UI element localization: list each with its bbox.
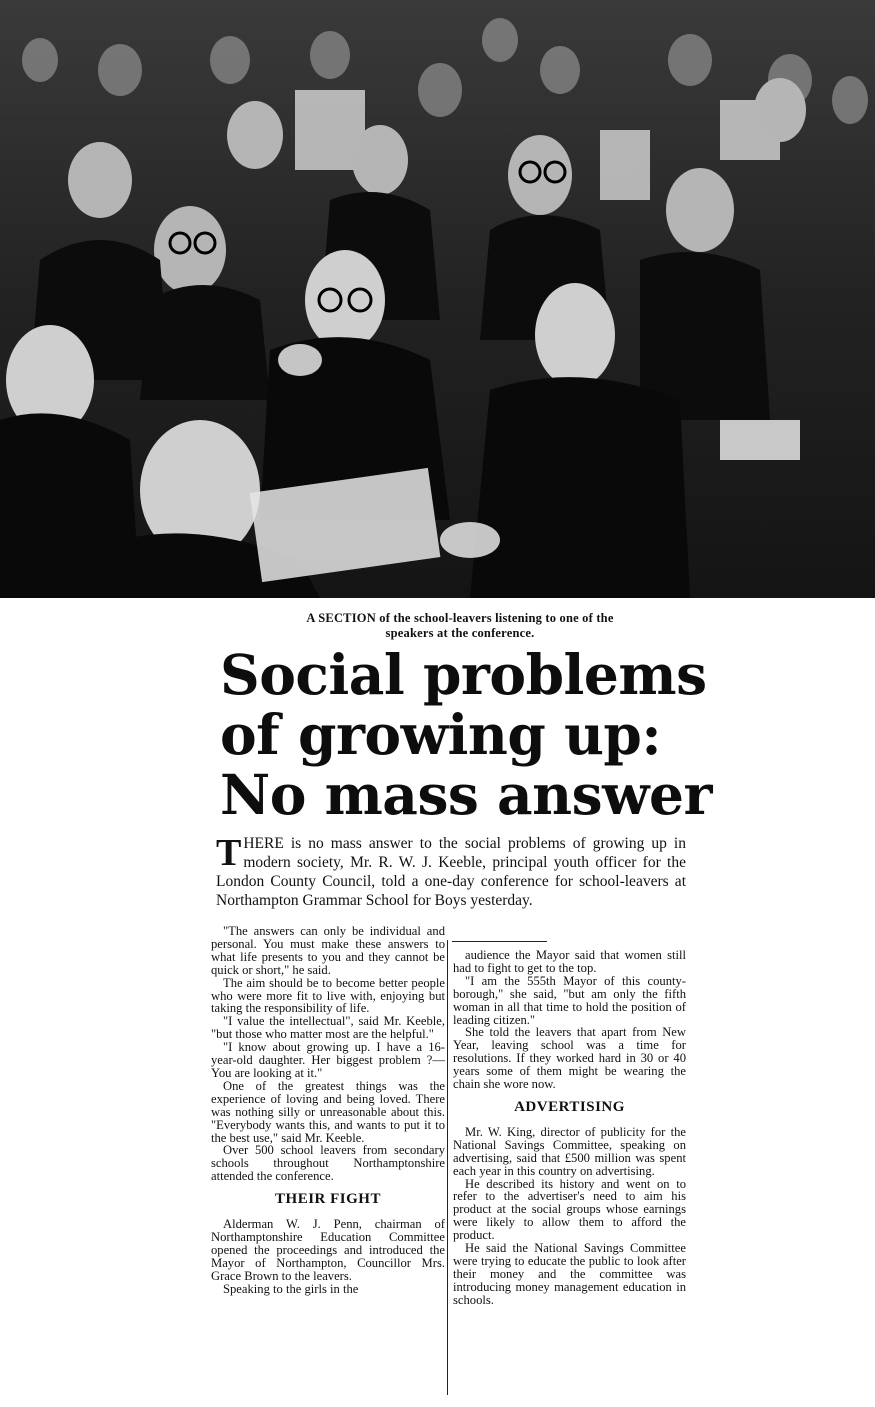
headline-line-1: Social problems [220, 642, 707, 707]
lead-paragraph [216, 834, 686, 910]
headline-line-3: No mass answer [220, 762, 712, 827]
caption-line-1: A SECTION of the school-leavers listening to one of the [306, 611, 614, 625]
paragraph: He described its history and went on to refer to the advertiser's need to aim his product at the social groups whose earnings were likely to allow them to afford the product. [453, 1176, 686, 1243]
paragraph: She told the leavers that apart from New Year, leaving school was a time for resolutions. If they worked hard in 30 or 40 years some of them might be wearing the chain she wore now. [453, 1025, 686, 1092]
subheading-advertising: ADVERTISING [514, 1098, 625, 1115]
paragraph: He said the National Savings Committee were trying to educate the public to look after their money and the committee was introducing money management education in schools. [453, 1241, 686, 1307]
paragraph: "I know about growing up. I have a 16-year-old daughter. Her biggest problem ?—You are looking at it." [211, 1040, 445, 1080]
photo-caption [200, 611, 720, 641]
right-column [453, 949, 686, 1307]
paragraph: Speaking to the girls in the [223, 1281, 359, 1296]
paragraph: Over 500 school leavers from secondary schools throughout Northamptonshire attended the conference. [211, 1143, 445, 1184]
column-divider [447, 940, 448, 1395]
drop-cap: T [216, 832, 242, 874]
paragraph: Alderman W. J. Penn, chairman of Northamptonshire Education Committee opened the proceedings and introduced the Mayor of Northampton, Councillor Mrs. Grace Brown to the leavers. [211, 1217, 445, 1283]
subheading-their-fight: THEIR FIGHT [275, 1191, 381, 1208]
left-column [211, 925, 445, 1295]
paragraph: Mr. W. King, director of publicity for the National Savings Committee, speaking on advertising, said that £500 million was spent each year in this country on advertising. [453, 1124, 686, 1178]
photo-of-seated-students-icon [0, 0, 875, 598]
paragraph: "I value the intellectual", said Mr. Keeble, "but those who matter most are the helpful." [211, 1014, 445, 1042]
paragraph: The aim should be to become better people who were more fit to live with, enjoying but taking the responsibility of life. [211, 975, 445, 1016]
lead-text: HERE is no mass answer to the social problems of growing up in modern society, Mr. R. W. J. Keeble, principal youth officer for the London County Council, told a one-day conference for school-leavers at Northampton Grammar School for Boys yesterday. [216, 835, 686, 909]
paragraph: "The answers can only be individual and personal. You must make these answers to what life presents to you and they cannot be quick or short," he said. [211, 924, 445, 977]
column-top-rule [452, 941, 547, 942]
paragraph: One of the greatest things was the experience of loving and being loved. There was nothing silly or unreasonable about this. "Everybody wants this, and wants to put it to the best use," said Mr. Keeble. [211, 1078, 445, 1145]
headline [220, 642, 712, 827]
caption-line-2: speakers at the conference. [385, 626, 535, 640]
paragraph: "I am the 555th Mayor of this county-borough," she said, "but am only the fifth woman in all that time to hold the position of leading citizen." [453, 973, 686, 1027]
news-photo [0, 0, 875, 598]
paragraph: audience the Mayor said that women still had to fight to get to the top. [453, 948, 686, 975]
headline-line-2: of growing up: [220, 702, 662, 767]
